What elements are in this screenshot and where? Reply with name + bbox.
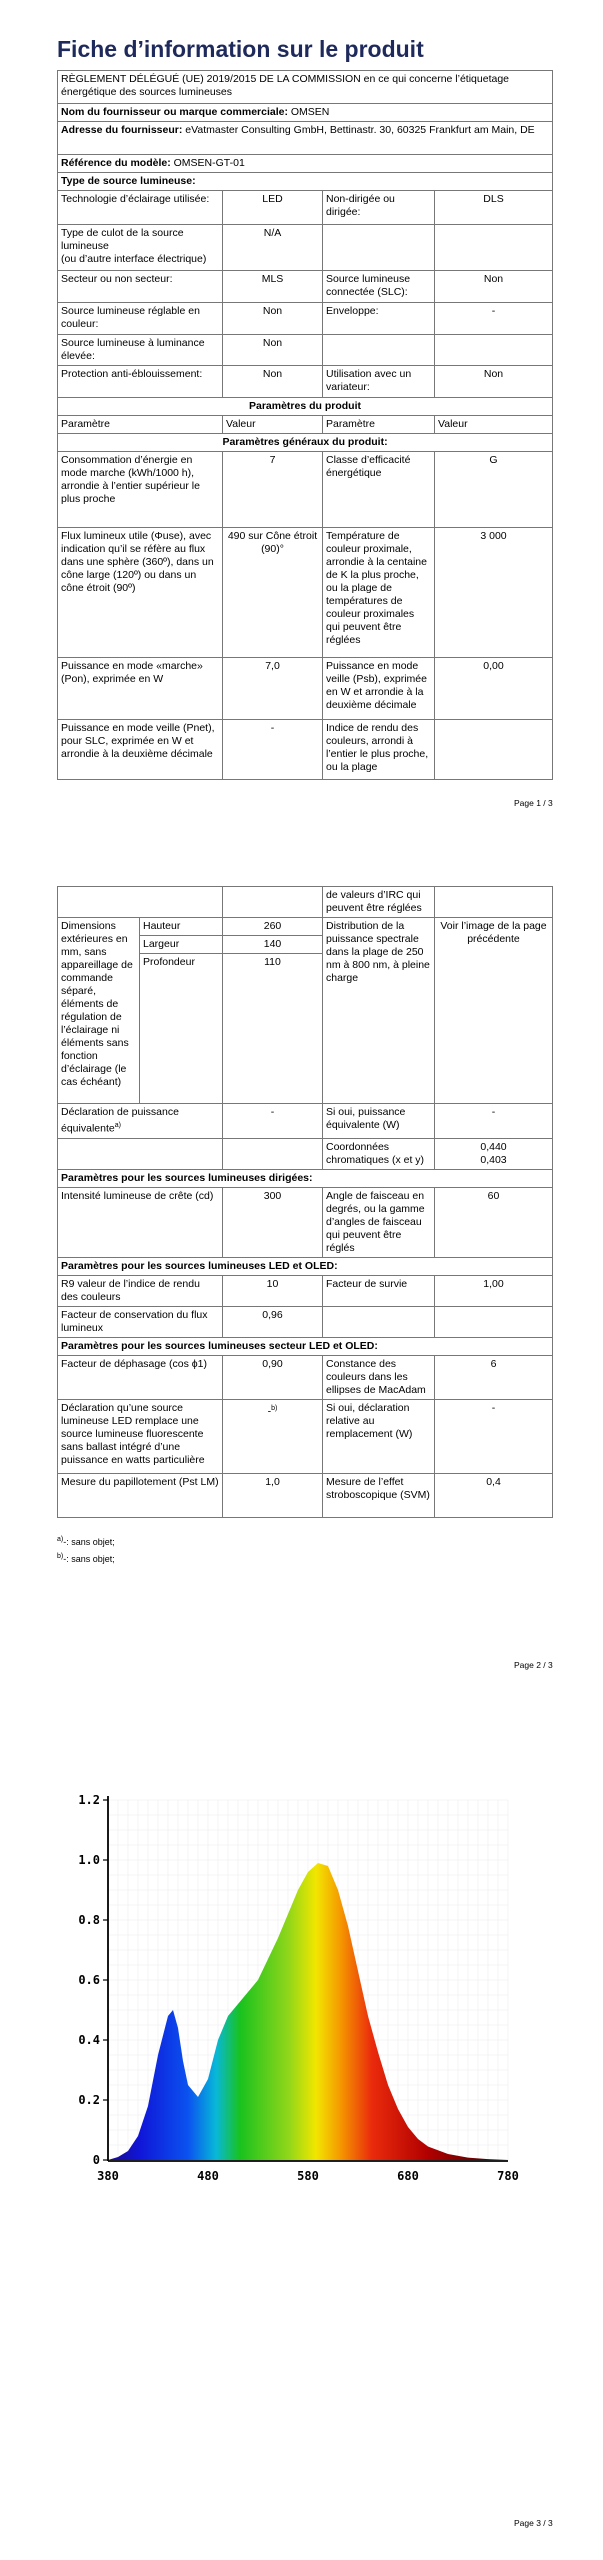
param-label: Flux lumineux utile (Φuse), avec indication qu’il se réfère au flux dans une sphère (360º), dans un cône large (120º) ou dans un cône étroit (90º) [58, 528, 223, 658]
general-heading: Paramètres généraux du produit: [58, 434, 553, 452]
param-label: Température de couleur proximale, arrondie à la centaine de K la plus proche, ou la plage de températures de couleur proximales qui peuvent être réglées [323, 528, 435, 658]
param-value: 0,90 [223, 1355, 323, 1399]
param-label: Mesure de l’effet stroboscopique (SVM) [323, 1473, 435, 1517]
param-label: Déclaration qu’une source lumineuse LED remplace une source lumineuse fluorescente sans ballast intégré d’une puissance en watts particulière [58, 1399, 223, 1473]
dimension-value: 140 [223, 936, 323, 954]
param-label: Source lumineuse à luminance élevée: [58, 335, 223, 366]
reference-value: OMSEN-GT-01 [173, 157, 245, 169]
footnote-ref: a) [114, 1122, 121, 1129]
y-tick-label: 1.0 [78, 1853, 100, 1867]
column-header: Paramètre [323, 416, 435, 434]
page-number: Page 2 / 3 [514, 1660, 553, 1670]
y-tick-label: 0.6 [78, 1973, 100, 1987]
mains-heading: Paramètres pour les sources lumineuses secteur LED et OLED: [58, 1337, 553, 1355]
y-tick-label: 0.8 [78, 1913, 100, 1927]
param-label: Mesure du papillotement (Pst LM) [58, 1473, 223, 1517]
x-tick-label: 580 [297, 2169, 319, 2183]
column-header: Paramètre [58, 416, 223, 434]
footnote-ref: b) [271, 1404, 278, 1412]
supplier-label: Nom du fournisseur ou marque commerciale: [61, 106, 288, 118]
footnote-a [57, 1536, 115, 1547]
page-title: Fiche d’information sur le produit [57, 36, 424, 62]
dimension-name: Largeur [140, 936, 223, 954]
led-heading: Paramètres pour les sources lumineuses LED et OLED: [58, 1257, 553, 1275]
param-value: 0,96 [223, 1306, 323, 1337]
spectral-distribution-chart [0, 1760, 603, 2220]
params-heading: Paramètres du produit [58, 398, 553, 416]
param-value: 490 sur Cône étroit (90)° [223, 528, 323, 658]
chroma-x: 0,440 [480, 1140, 507, 1153]
param-value: 7,0 [223, 658, 323, 720]
dimensions-label: Dimensions extérieures en mm, sans appareillage de commande séparé, éléments de régulation de l’éclairage ni éléments sans fonction d’éclairage (le cas échéant) [58, 918, 140, 1104]
param-label: Technologie d’éclairage utilisée: [58, 191, 223, 225]
x-tick-label: 780 [497, 2169, 519, 2183]
dimension-name: Profondeur [140, 954, 223, 1104]
param-label: Classe d’efficacité énergétique [323, 452, 435, 528]
param-label [58, 225, 223, 271]
param-value-text: - [267, 1405, 272, 1417]
param-value: Non [435, 366, 553, 398]
param-label: Si oui, déclaration relative au remplacement (W) [323, 1399, 435, 1473]
param-value: - [223, 1104, 323, 1139]
page-number: Page 1 / 3 [514, 798, 553, 808]
param-value: 7 [223, 452, 323, 528]
param-label: Consommation d’énergie en mode marche (kWh/1000 h), arrondie à l’entier supérieur le plus proche [58, 452, 223, 528]
param-label: Facteur de survie [323, 1275, 435, 1306]
dimension-value: 110 [223, 954, 323, 1104]
param-label: Facteur de déphasage (cos ϕ1) [58, 1355, 223, 1399]
reference-row [58, 155, 553, 173]
param-label: Intensité lumineuse de crête (cd) [58, 1187, 223, 1257]
type-heading: Type de source lumineuse: [58, 173, 553, 191]
param-value: 0,00 [435, 658, 553, 720]
param-value: 1,0 [223, 1473, 323, 1517]
param-label: Source lumineuse connectée (SLC): [323, 271, 435, 303]
footnote-text: -: sans objet; [63, 1554, 115, 1564]
param-label: Utilisation avec un variateur: [323, 366, 435, 398]
y-tick-label: 0 [92, 2153, 100, 2167]
footnote-marker: b) [57, 1553, 64, 1560]
param-value: 3 000 [435, 528, 553, 658]
param-label: Si oui, puissance équivalente (W) [323, 1104, 435, 1139]
directional-heading: Paramètres pour les sources lumineuses dirigées: [58, 1169, 553, 1187]
param-value: - [223, 720, 323, 780]
param-value: - [435, 1104, 553, 1139]
footnote-text: -: sans objet; [63, 1537, 115, 1547]
product-info-table [57, 70, 553, 780]
page-number: Page 3 / 3 [514, 2518, 553, 2528]
param-label: Puissance en mode «marche» (Pon), exprimée en W [58, 658, 223, 720]
param-label: Indice de rendu des couleurs, arrondi à l’entier le plus proche, ou la plage [323, 720, 435, 780]
address-row [58, 122, 553, 155]
address-label: Adresse du fournisseur: [61, 124, 183, 136]
param-label: Coordonnées chromatiques (x et y) [323, 1138, 435, 1169]
y-tick-label: 1.2 [78, 1793, 100, 1807]
column-header: Valeur [223, 416, 323, 434]
dimension-value: 260 [223, 918, 323, 936]
dimension-name: Hauteur [140, 918, 223, 936]
regulation-text: RÈGLEMENT DÉLÉGUÉ (UE) 2019/2015 DE LA COMMISSION en ce qui concerne l’étiquetage énergétique des sources lumineuses [58, 71, 553, 104]
param-label: R9 valeur de l’indice de rendu des couleurs [58, 1275, 223, 1306]
y-tick-label: 0.2 [78, 2093, 100, 2107]
param-value: Non [435, 271, 553, 303]
param-value: - [435, 1399, 553, 1473]
param-value: 6 [435, 1355, 553, 1399]
footnote-b [57, 1553, 115, 1564]
param-label: Facteur de conservation du flux lumineux [58, 1306, 223, 1337]
param-label [58, 1104, 223, 1139]
param-value: G [435, 452, 553, 528]
param-value: MLS [223, 271, 323, 303]
supplier-value: OMSEN [290, 106, 330, 118]
supplier-row [58, 104, 553, 122]
x-tick-label: 480 [197, 2169, 219, 2183]
param-label: de valeurs d’IRC qui peuvent être réglées [323, 887, 435, 918]
param-label: Secteur ou non secteur: [58, 271, 223, 303]
param-value: 10 [223, 1275, 323, 1306]
x-tick-label: 380 [97, 2169, 119, 2183]
param-value: LED [223, 191, 323, 225]
param-label-line: Type de culot de la source lumineuse [61, 227, 184, 252]
chroma-y: 0,403 [480, 1153, 507, 1166]
footnote-marker: a) [57, 1536, 64, 1543]
param-value: 300 [223, 1187, 323, 1257]
reference-label: Référence du modèle: [61, 157, 171, 169]
x-tick-label: 680 [397, 2169, 419, 2183]
param-value: Non [223, 335, 323, 366]
param-value [435, 1138, 553, 1169]
param-label: Source lumineuse réglable en couleur: [58, 303, 223, 335]
address-value: eVatmaster Consulting GmbH, Bettinastr. 30, 60325 Frankfurt am Main, DE [185, 124, 535, 136]
param-label: Puissance en mode veille (Psb), exprimée en W et arrondie à la deuxième décimale [323, 658, 435, 720]
param-value: Non [223, 366, 323, 398]
param-value: 60 [435, 1187, 553, 1257]
column-header: Valeur [435, 416, 553, 434]
product-info-table-continued [57, 886, 553, 1518]
param-label: Puissance en mode veille (Pnet), pour SLC, exprimée en W et arrondie à la deuxième décimale [58, 720, 223, 780]
param-label: Constance des couleurs dans les ellipses de MacAdam [323, 1355, 435, 1399]
param-value [223, 1399, 323, 1473]
y-tick-label: 0.4 [78, 2033, 100, 2047]
param-value: N/A [223, 225, 323, 271]
param-label: Distribution de la puissance spectrale dans la plage de 250 nm à 800 nm, à pleine charge [323, 918, 435, 1104]
param-label: Angle de faisceau en degrés, ou la gamme d’angles de faisceau qui peuvent être réglés [323, 1187, 435, 1257]
param-label: Enveloppe: [323, 303, 435, 335]
param-label: Protection anti-éblouissement: [58, 366, 223, 398]
param-value: Non [223, 303, 323, 335]
param-label-text: Déclaration de puissance équivalente [61, 1106, 179, 1135]
param-value: DLS [435, 191, 553, 225]
param-value: - [435, 303, 553, 335]
param-value: Voir l’image de la page précédente [435, 918, 553, 1104]
param-value: 1,00 [435, 1275, 553, 1306]
param-label: Non-dirigée ou dirigée: [323, 191, 435, 225]
param-label-line: (ou d’autre interface électrique) [61, 253, 207, 265]
param-value: 0,4 [435, 1473, 553, 1517]
